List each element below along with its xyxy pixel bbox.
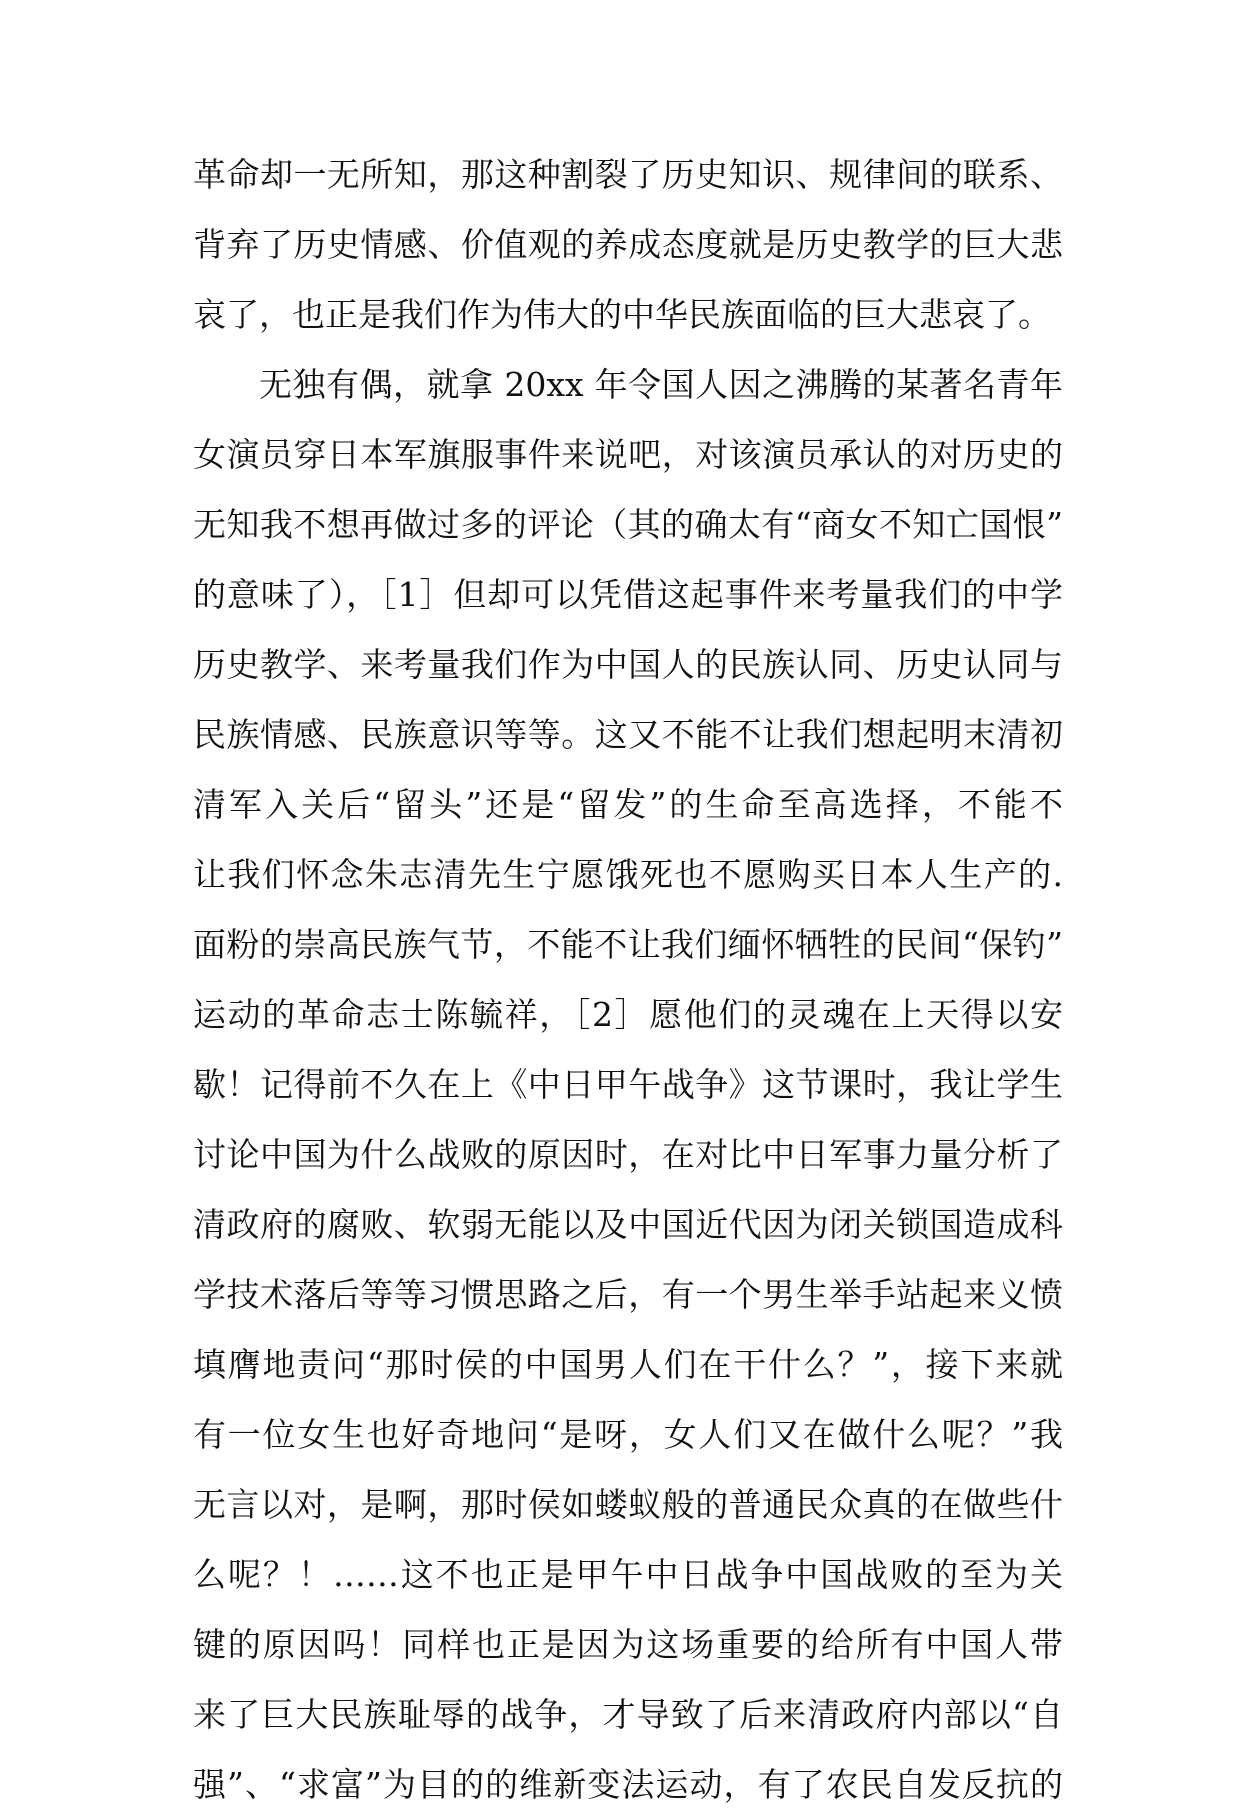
text-line: 民族情感、民族意识等等。这又不能不让我们想起明末清初 — [193, 715, 1063, 754]
text-line: 历史教学、来考量我们作为中国人的民族认同、历史认同与 — [193, 645, 1063, 684]
text-line: 让我们怀念朱志清先生宁愿饿死也不愿购买日本人生产的. — [193, 855, 1063, 894]
text-line: 运动的革命志士陈毓祥，［2］愿他们的灵魂在上天得以安 — [193, 995, 1063, 1034]
body-text — [193, 140, 1063, 1820]
text-line: 有一位女生也好奇地问“是呀，女人们又在做什么呢？”我 — [193, 1415, 1063, 1454]
text-line: 的意味了），［1］但却可以凭借这起事件来考量我们的中学 — [193, 575, 1063, 614]
text-line: 无知我不想再做过多的评论（其的确太有“商女不知亡国恨” — [193, 505, 1063, 544]
text-line: 女演员穿日本军旗服事件来说吧，对该演员承认的对历史的 — [193, 435, 1063, 474]
text-line: 填膺地责问“那时侯的中国男人们在干什么？”，接下来就 — [193, 1345, 1063, 1384]
text-line: 清政府的腐败、软弱无能以及中国近代因为闭关锁国造成科 — [193, 1205, 1063, 1244]
text-line: 面粉的崇高民族气节，不能不让我们缅怀牺牲的民间“保钓” — [193, 925, 1063, 964]
text-line: 么呢？！……这不也正是甲午中日战争中国战败的至为关 — [193, 1555, 1063, 1594]
text-line: 学技术落后等等习惯思路之后，有一个男生举手站起来义愤 — [193, 1275, 1063, 1314]
text-line: 无言以对，是啊，那时侯如蝼蚁般的普通民众真的在做些什 — [193, 1485, 1063, 1524]
text-line: 强”、“求富”为目的的维新变法运动，有了农民自发反抗的 — [193, 1765, 1063, 1804]
text-line: 无独有偶，就拿 20xx 年令国人因之沸腾的某著名青年 — [259, 365, 1063, 404]
text-line: 歇！记得前不久在上《中日甲午战争》这节课时，我让学生 — [193, 1065, 1063, 1104]
text-line: 来了巨大民族耻辱的战争，才导致了后来清政府内部以“自 — [193, 1695, 1063, 1734]
text-line: 清军入关后“留头”还是“留发”的生命至高选择，不能不 — [193, 785, 1063, 824]
text-line: 革命却一无所知，那这种割裂了历史知识、规律间的联系、 — [193, 155, 1063, 194]
text-line: 讨论中国为什么战败的原因时，在对比中日军事力量分析了 — [193, 1135, 1063, 1174]
text-line: 背弃了历史情感、价值观的养成态度就是历史教学的巨大悲 — [193, 225, 1063, 264]
text-line: 哀了，也正是我们作为伟大的中华民族面临的巨大悲哀了。 — [193, 295, 1051, 334]
text-line: 键的原因吗！同样也正是因为这场重要的给所有中国人带 — [193, 1625, 1063, 1664]
